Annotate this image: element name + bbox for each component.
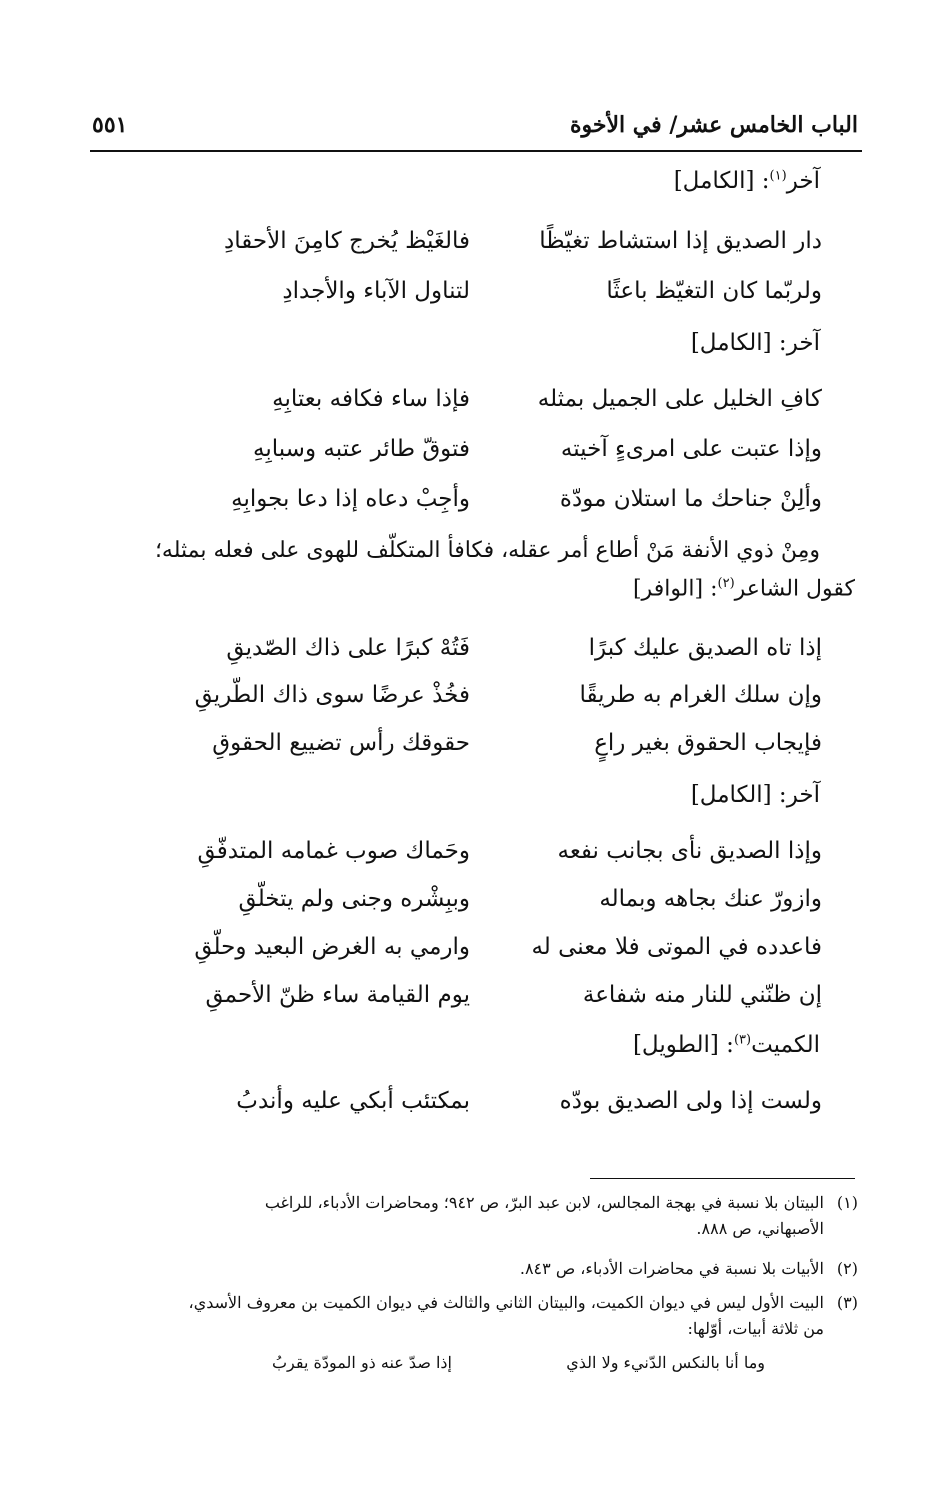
footnote-verse-first-hemistich: وما أنا بالنكس الدّنيء ولا الذي — [566, 1353, 765, 1372]
verse-first-hemistich: فاعدده في الموتى فلا معنى له — [531, 934, 822, 960]
verse-second-hemistich: فالغَيْظ يُخرج كامِنَ الأحقادِ — [224, 228, 470, 254]
poem-intro: آخر: [الكامل] — [690, 330, 820, 356]
verse-second-hemistich: وببِشْره وجنى ولم يتخلّقِ — [238, 886, 470, 912]
verse-first-hemistich: وإذا الصديق نأى بجانب نفعه — [557, 838, 822, 864]
prose-paragraph-line: كقول الشاعر$^{(٢)}$: [الوافر] — [632, 576, 855, 602]
poem-intro: آخر: [الكامل] — [690, 782, 820, 808]
verse-first-hemistich: وإذا عتبت على امرىءٍ آخيته — [560, 436, 822, 462]
verse-second-hemistich: وارمي به الغرض البعيد وحلّقِ — [194, 934, 470, 960]
verse-second-hemistich: وحَماك صوب غمامه المتدفّقِ — [197, 838, 470, 864]
verse-second-hemistich: فخُذْ عرضًا سوى ذاك الطّريقِ — [194, 682, 470, 708]
chapter-header: الباب الخامس عشر/ في الأخوة — [570, 112, 858, 138]
footnote-1: (١)البيتان بلا نسبة في بهجة المجالس، لابن عبد البرّ، ص ٩٤٢؛ ومحاضرات الأدباء، للراغب الأصبهاني، ص ٨٨٨. — [88, 1190, 858, 1242]
footnote-2: (٢)الأبيات بلا نسبة في محاضرات الأدباء، ص ٨٤٣. — [88, 1256, 858, 1282]
verse-second-hemistich: يوم القيامة ساء ظنّ الأحمقِ — [205, 982, 470, 1008]
verse-second-hemistich: لتناول الآباء والأجدادِ — [282, 278, 470, 304]
verse-first-hemistich: وألِنْ جناحك ما استلان مودّة — [559, 486, 822, 512]
verse-second-hemistich: حقوقك رأس تضييع الحقوقِ — [212, 730, 470, 756]
verse-first-hemistich: دار الصديق إذا استشاط تغيّظًا — [539, 228, 822, 254]
verse-first-hemistich: كافِ الخليل على الجميل بمثله — [537, 386, 822, 412]
verse-second-hemistich: فَتُهْ كبرًا على ذاك الصّديقِ — [226, 635, 470, 661]
verse-first-hemistich: فإيجاب الحقوق بغير راعٍ — [594, 730, 822, 756]
footnote-divider — [590, 1178, 855, 1179]
verse-second-hemistich: فتوقّ طائر عتبه وسبابِهِ — [253, 436, 470, 462]
verse-first-hemistich: وازورّ عنك بجاهه وبماله — [599, 886, 822, 912]
prose-paragraph-line: ومِنْ ذوي الأنفة مَنْ أطاع أمر عقله، فكافأ المتكلّف للهوى على فعله بمثله؛ — [154, 538, 820, 563]
verse-first-hemistich: إن ظنّني للنار منه شفاعة — [582, 982, 822, 1008]
footnote-3: (٣)البيت الأول ليس في ديوان الكميت، والبيتان الثاني والثالث في ديوان الكميت بن معروف الأسدي، من ثلاثة أبيات، أوّلها: — [88, 1290, 858, 1342]
footnote-number: (٣) — [836, 1293, 858, 1312]
verse-second-hemistich: بمكتئب أبكي عليه وأندبُ — [236, 1088, 470, 1114]
header-divider — [90, 150, 862, 152]
verse-second-hemistich: وأجِبْ دعاه إذا دعا بجوابِهِ — [231, 486, 470, 512]
verse-first-hemistich: ولربّما كان التغيّظ باعثًا — [606, 278, 822, 304]
verse-first-hemistich: وإن سلك الغرام به طريقًا — [579, 682, 822, 708]
footnote-verse-second-hemistich: إذا صدّ عنه ذو المودّة يقربُ — [271, 1353, 452, 1372]
poem-intro: الكميت$^{(٣)}$: [الطويل] — [632, 1032, 820, 1058]
page-number: ٥٥١ — [92, 112, 128, 138]
footnote-number: (٢) — [836, 1259, 858, 1278]
verse-first-hemistich: إذا تاه الصديق عليك كبرًا — [588, 635, 822, 661]
verse-second-hemistich: فإذا ساء فكافه بعتابِهِ — [272, 386, 470, 412]
poem-intro: آخر$^{(١)}$: [الكامل] — [673, 168, 820, 194]
verse-first-hemistich: ولست إذا ولى الصديق بودّه — [559, 1088, 822, 1114]
footnote-number: (١) — [836, 1193, 858, 1212]
